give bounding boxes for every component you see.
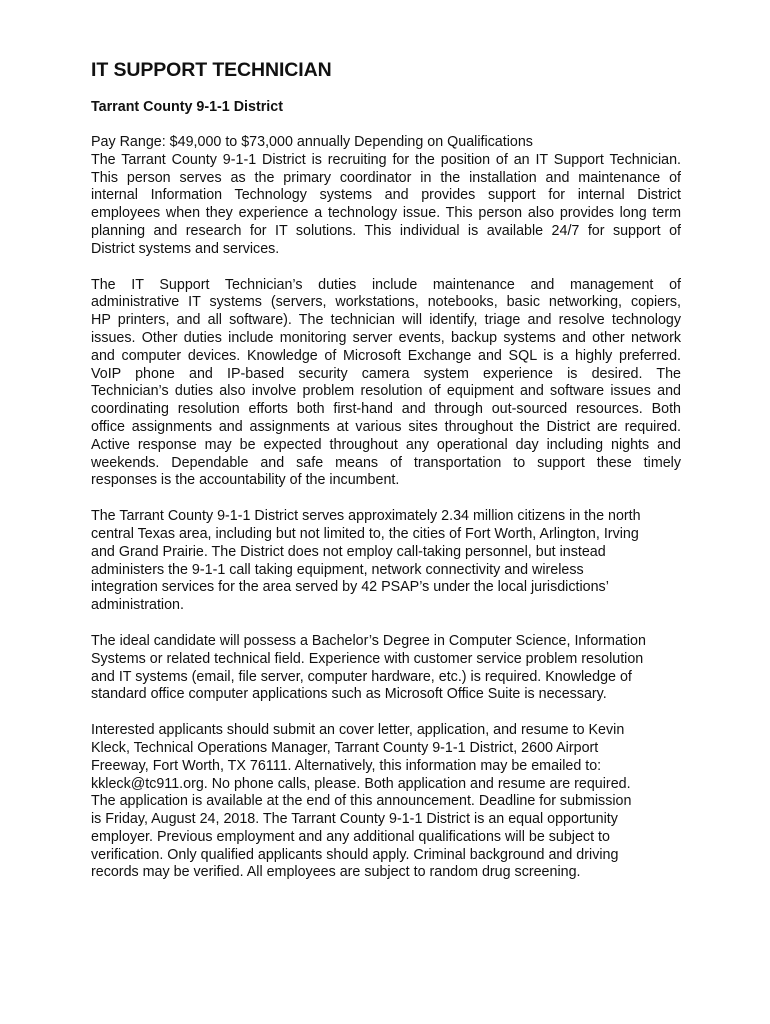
paragraph-line: and IT systems (email, file server, computer hardware, etc.) is required. Knowledge of xyxy=(91,668,632,685)
duties-paragraph xyxy=(91,277,681,491)
paragraph-line: planning and research for IT solutions. This individual is available 24/7 for support of xyxy=(91,222,681,239)
paragraph-line: responses is the accountability of the incumbent. xyxy=(91,472,400,489)
paragraph-line: coordinating resolution efforts both first-hand and through out-sourced resources. Both xyxy=(91,401,681,418)
paragraph-line: internal Information Technology systems and provides support for internal District xyxy=(91,187,681,204)
paragraph-line: Active response may be expected throughout any operational day including nights and xyxy=(91,436,681,453)
paragraph-line: central Texas area, including but not limited to, the cities of Fort Worth, Arlington, Irving xyxy=(91,525,639,542)
paragraph-line: verification. Only qualified applicants should apply. Criminal background and driving xyxy=(91,846,619,863)
paragraph-line: office assignments and assignments at various sites throughout the District are required. xyxy=(91,418,681,435)
paragraph-line: employees when they experience a technology issue. This person also provides long term xyxy=(91,205,681,222)
paragraph-line: and Grand Prairie. The District does not employ call-taking personnel, but instead xyxy=(91,543,606,560)
paragraph-line: weekends. Dependable and safe means of transportation to support these timely xyxy=(91,454,681,471)
paragraph-line: records may be verified. All employees are subject to random drug screening. xyxy=(91,864,581,881)
paragraph-line: administers the 9-1-1 call taking equipment, network connectivity and wireless xyxy=(91,561,584,578)
paragraph-line: The IT Support Technician’s duties include maintenance and management of xyxy=(91,276,681,293)
paragraph-line: Kleck, Technical Operations Manager, Tarrant County 9-1-1 District, 2600 Airport xyxy=(91,739,599,756)
paragraph-line: District systems and services. xyxy=(91,240,280,257)
paragraph-line: issues. Other duties include monitoring server events, backup systems and other network xyxy=(91,329,681,346)
paragraph-line: Systems or related technical field. Experience with customer service problem resolution xyxy=(91,650,644,667)
paragraph-line: is Friday, August 24, 2018. The Tarrant County 9-1-1 District is an equal opportunity xyxy=(91,811,618,828)
paragraph-line: administrative IT systems (servers, workstations, notebooks, basic networking, copiers, xyxy=(91,294,681,311)
organization-subtitle: Tarrant County 9-1-1 District xyxy=(91,99,283,115)
paragraph-line: Freeway, Fort Worth, TX 76111. Alternatively, this information may be emailed to: xyxy=(91,757,602,774)
document-page xyxy=(91,58,681,900)
paragraph-line: standard office computer applications such as Microsoft Office Suite is necessary. xyxy=(91,686,607,703)
paragraph-line: The application is available at the end of this announcement. Deadline for submission xyxy=(91,793,632,810)
paragraph-line: kkleck@tc911.org. No phone calls, please. Both application and resume are required. xyxy=(91,775,631,792)
paragraph-line: administration. xyxy=(91,597,184,614)
paragraph-line: Interested applicants should submit an cover letter, application, and resume to Kevin xyxy=(91,722,625,739)
candidate-paragraph xyxy=(91,633,681,704)
pay-range-line: Pay Range: $49,000 to $73,000 annually Depending on Qualifications xyxy=(91,134,533,150)
intro-paragraph xyxy=(91,134,681,259)
apply-paragraph xyxy=(91,722,681,882)
paragraph-line: The Tarrant County 9-1-1 District serves approximately 2.34 million citizens in the north xyxy=(91,508,641,525)
paragraph-line: This person serves as the primary coordinator in the installation and maintenance of xyxy=(91,169,681,186)
district-paragraph xyxy=(91,508,681,615)
page-title: IT SUPPORT TECHNICIAN xyxy=(91,59,332,81)
paragraph-line: The Tarrant County 9-1-1 District is recruiting for the position of an IT Support Technician. xyxy=(91,151,681,168)
paragraph-line: integration services for the area served by 42 PSAP’s under the local jurisdictions’ xyxy=(91,579,609,596)
paragraph-line: Technician’s duties also involve problem resolution of equipment and software issues and xyxy=(91,383,681,400)
paragraph-line: VoIP phone and IP-based security camera system experience is desired. The xyxy=(91,365,681,382)
paragraph-line: The ideal candidate will possess a Bachelor’s Degree in Computer Science, Information xyxy=(91,632,646,649)
paragraph-line: and computer devices. Knowledge of Microsoft Exchange and SQL is a highly preferred. xyxy=(91,347,681,364)
paragraph-line: HP printers, and all software). The technician will identify, triage and resolve technology xyxy=(91,312,681,329)
paragraph-line: employer. Previous employment and any additional qualifications will be subject to xyxy=(91,828,610,845)
